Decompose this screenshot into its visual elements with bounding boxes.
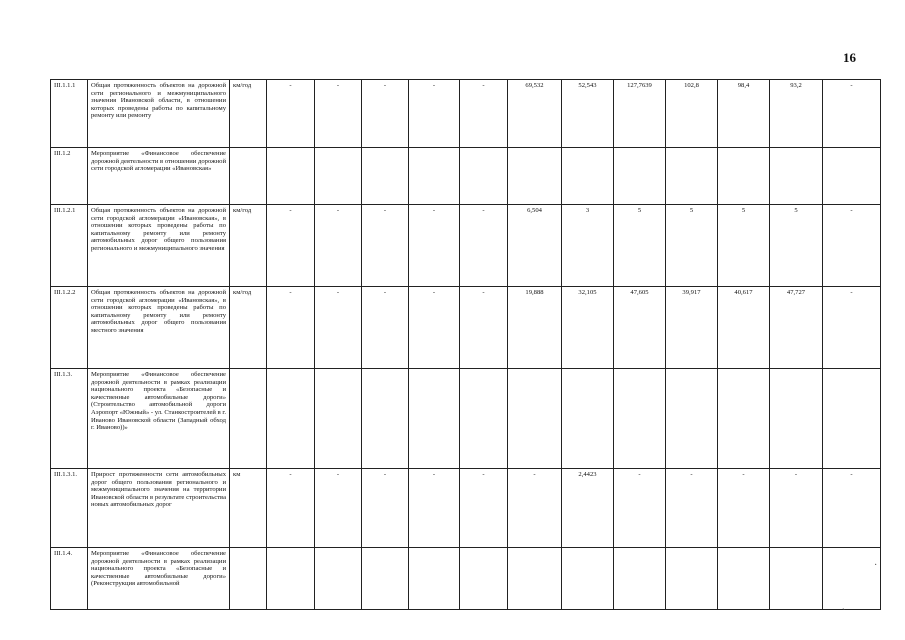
scan-mark: ·: [874, 560, 878, 571]
value-cell: -: [823, 469, 881, 548]
value-cell: 39,917: [666, 287, 718, 369]
row-unit: км/год: [230, 205, 267, 287]
value-cell: [315, 369, 362, 469]
row-name: Мероприятие «Финансовое обеспечение дорожной деятельности в рамках реализации национального проекта «Безопасные и качественные автомобильные дороги» (Строительство автомобильной дороги Аэропорт «Южный» - ул. Станкостроителей в г. Иваново Ивановской области (Западный обход г. Иваново))»: [88, 369, 230, 469]
row-code: III.1.2: [51, 148, 88, 205]
row-code: III.1.3.1.: [51, 469, 88, 548]
value-cell: [666, 148, 718, 205]
row-code: III.1.3.: [51, 369, 88, 469]
row-unit: км/год: [230, 287, 267, 369]
value-cell: 93,2: [770, 80, 823, 148]
value-cell: 47,727: [770, 287, 823, 369]
row-name: Общая протяженность объектов на дорожной сети городской агломерации «Ивановская», в отношении которых проведены работы по капитальному ремонту или ремонту автомобильных дорог общего пользования местного значения: [88, 287, 230, 369]
value-cell: -: [362, 80, 409, 148]
value-cell: 32,105: [562, 287, 614, 369]
row-unit: [230, 148, 267, 205]
value-cell: [460, 548, 508, 610]
value-cell: 5: [614, 205, 666, 287]
row-code: III.1.4.: [51, 548, 88, 610]
value-cell: 52,543: [562, 80, 614, 148]
value-cell: -: [315, 80, 362, 148]
value-cell: -: [823, 205, 881, 287]
table-row: [51, 80, 881, 148]
row-name: Мероприятие «Финансовое обеспечение дорожной деятельности в отношении дорожной сети городской агломерации «Ивановская»: [88, 148, 230, 205]
value-cell: -: [823, 80, 881, 148]
value-cell: [614, 148, 666, 205]
value-cell: -: [770, 469, 823, 548]
value-cell: 69,532: [508, 80, 562, 148]
value-cell: [562, 548, 614, 610]
value-cell: 98,4: [718, 80, 770, 148]
value-cell: [460, 148, 508, 205]
value-cell: [823, 369, 881, 469]
value-cell: -: [823, 287, 881, 369]
value-cell: -: [409, 205, 460, 287]
value-cell: [718, 548, 770, 610]
value-cell: -: [460, 287, 508, 369]
value-cell: [823, 148, 881, 205]
value-cell: [508, 548, 562, 610]
value-cell: [267, 548, 315, 610]
value-cell: -: [614, 469, 666, 548]
value-cell: [770, 548, 823, 610]
value-cell: [267, 369, 315, 469]
value-cell: 19,888: [508, 287, 562, 369]
value-cell: -: [718, 469, 770, 548]
value-cell: [666, 548, 718, 610]
page-number: 16: [843, 50, 856, 65]
value-cell: [362, 148, 409, 205]
row-unit: [230, 548, 267, 610]
value-cell: -: [267, 469, 315, 548]
table-row: [51, 369, 881, 469]
table-row: [51, 287, 881, 369]
value-cell: [562, 148, 614, 205]
row-code: III.1.2.2: [51, 287, 88, 369]
value-cell: [823, 548, 881, 610]
value-cell: [267, 148, 315, 205]
value-cell: [362, 548, 409, 610]
scan-mark: `: [842, 608, 846, 619]
value-cell: [460, 369, 508, 469]
value-cell: [614, 548, 666, 610]
value-cell: -: [362, 287, 409, 369]
value-cell: [409, 148, 460, 205]
value-cell: [362, 369, 409, 469]
value-cell: [666, 369, 718, 469]
table-row: [51, 469, 881, 548]
value-cell: -: [267, 80, 315, 148]
value-cell: [315, 548, 362, 610]
value-cell: -: [460, 80, 508, 148]
value-cell: [770, 369, 823, 469]
row-code: III.1.1.1: [51, 80, 88, 148]
row-unit: [230, 369, 267, 469]
value-cell: [508, 148, 562, 205]
value-cell: 5: [666, 205, 718, 287]
value-cell: 2,4423: [562, 469, 614, 548]
value-cell: [508, 369, 562, 469]
table-row: [51, 548, 881, 610]
value-cell: [614, 369, 666, 469]
value-cell: [562, 369, 614, 469]
value-cell: -: [362, 205, 409, 287]
value-cell: 40,617: [718, 287, 770, 369]
row-name: Мероприятие «Финансовое обеспечение дорожной деятельности в рамках реализации национального проекта «Безопасные и качественные автомобильные дороги» (Реконструкция автомобильной: [88, 548, 230, 610]
value-cell: -: [315, 469, 362, 548]
value-cell: -: [315, 287, 362, 369]
value-cell: 5: [770, 205, 823, 287]
row-name: Общая протяженность объектов на дорожной сети городской агломерации «Ивановская», в отношении которых проведены работы по капитальному ремонту или ремонту автомобильных дорог общего пользования регионального и межмуниципального значения: [88, 205, 230, 287]
value-cell: 102,8: [666, 80, 718, 148]
value-cell: -: [267, 205, 315, 287]
value-cell: [718, 148, 770, 205]
value-cell: 127,7639: [614, 80, 666, 148]
value-cell: [409, 369, 460, 469]
value-cell: 3: [562, 205, 614, 287]
row-name: Прирост протяженности сети автомобильных дорог общего пользования регионального и межмуниципального значения на территории Ивановской области в результате строительства новых автомобильных дорог: [88, 469, 230, 548]
table-row: [51, 205, 881, 287]
row-code: III.1.2.1: [51, 205, 88, 287]
value-cell: [409, 548, 460, 610]
value-cell: [770, 148, 823, 205]
value-cell: 47,605: [614, 287, 666, 369]
value-cell: -: [362, 469, 409, 548]
value-cell: -: [315, 205, 362, 287]
value-cell: -: [460, 469, 508, 548]
value-cell: -: [460, 205, 508, 287]
table-row: [51, 148, 881, 205]
row-unit: км: [230, 469, 267, 548]
value-cell: [315, 148, 362, 205]
row-unit: км/год: [230, 80, 267, 148]
value-cell: -: [666, 469, 718, 548]
value-cell: -: [409, 80, 460, 148]
value-cell: 5: [718, 205, 770, 287]
value-cell: -: [508, 469, 562, 548]
value-cell: 6,504: [508, 205, 562, 287]
row-name: Общая протяженность объектов на дорожной сети регионального и межмуниципального значения Ивановской области, в отношении которых проведены работы по капитальному ремонту или ремонту: [88, 80, 230, 148]
value-cell: [718, 369, 770, 469]
value-cell: -: [267, 287, 315, 369]
indicator-table: [50, 79, 881, 610]
value-cell: -: [409, 287, 460, 369]
value-cell: -: [409, 469, 460, 548]
